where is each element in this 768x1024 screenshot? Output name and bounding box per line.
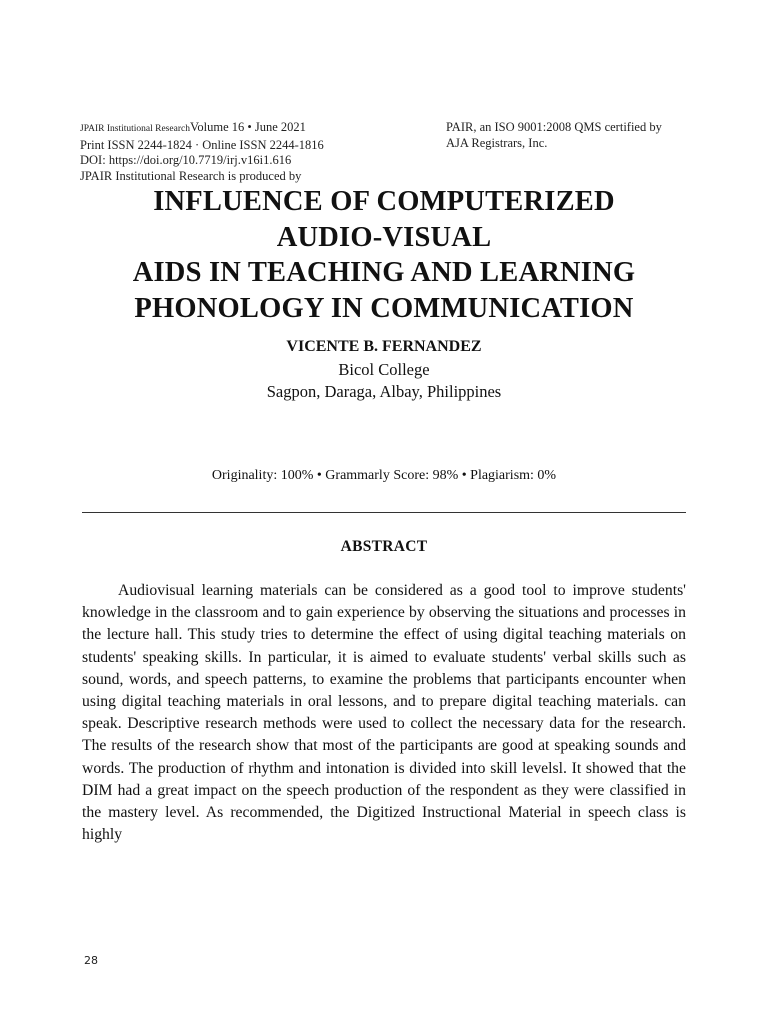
author-block	[84, 336, 684, 404]
title-line-1: INFLUENCE OF COMPUTERIZED	[153, 186, 615, 217]
issn-line: Print ISSN 2244-1824 · Online ISSN 2244-1816	[80, 137, 324, 152]
doi-line[interactable]: DOI: https://doi.org/10.7719/irj.v16i1.616	[80, 153, 292, 167]
section-divider	[82, 512, 686, 513]
certification-header	[446, 120, 696, 151]
certification-line-1: PAIR, an ISO 9001:2008 QMS certified by	[446, 120, 662, 134]
journal-name: JPAIR Institutional Research	[80, 124, 190, 134]
title-line-4: PHONOLOGY IN COMMUNICATION	[134, 292, 634, 324]
author-name: VICENTE B. FERNANDEZ	[286, 338, 482, 355]
abstract-heading: ABSTRACT	[340, 538, 428, 555]
produced-by-line: JPAIR Institutional Research is produced by	[80, 168, 302, 183]
title-line-3: AIDS IN TEACHING AND LEARNING	[132, 257, 636, 288]
abstract-body: Audiovisual learning materials can be considered as a good tool to improve students' knowledge in the classroom and to gain experience by observing the situations and processes in the lecture hall. This study tries to determine the effect of using digital teaching materials on students' speaking skills. In particular, it is aimed to evaluate students' verbal skills such as sound, words, and speech patterns, to examine the problems that participants encounter when using digital teaching materials in oral lessons, and to prepare digital teaching materials. can speak. Descriptive research methods were used to collect the necessary data for the research. The results of the research show that most of the participants are good at speaking sounds and words. The production of rhythm and intonation is divided into skill levelsl. It showed that the DIM had a great impact on the speech production of the respondent as they were classified in the mastery level. As recommended, the Digitized Instructional Material in speech class is highly	[82, 582, 686, 844]
volume-info: Volume 16 • June 2021	[189, 120, 306, 134]
author-institution: Bicol College	[338, 359, 430, 379]
paper-title	[60, 184, 708, 326]
journal-volume-line	[80, 120, 420, 138]
title-line-2: AUDIO-VISUAL	[276, 221, 492, 253]
author-address: Sagpon, Daraga, Albay, Philippines	[266, 382, 502, 401]
page-number: 28	[84, 954, 98, 967]
journal-header	[80, 120, 420, 184]
quality-metrics: Originality: 100% • Grammarly Score: 98% • Plagiarism: 0%	[211, 468, 557, 483]
certification-line-2: AJA Registrars, Inc.	[446, 135, 548, 150]
